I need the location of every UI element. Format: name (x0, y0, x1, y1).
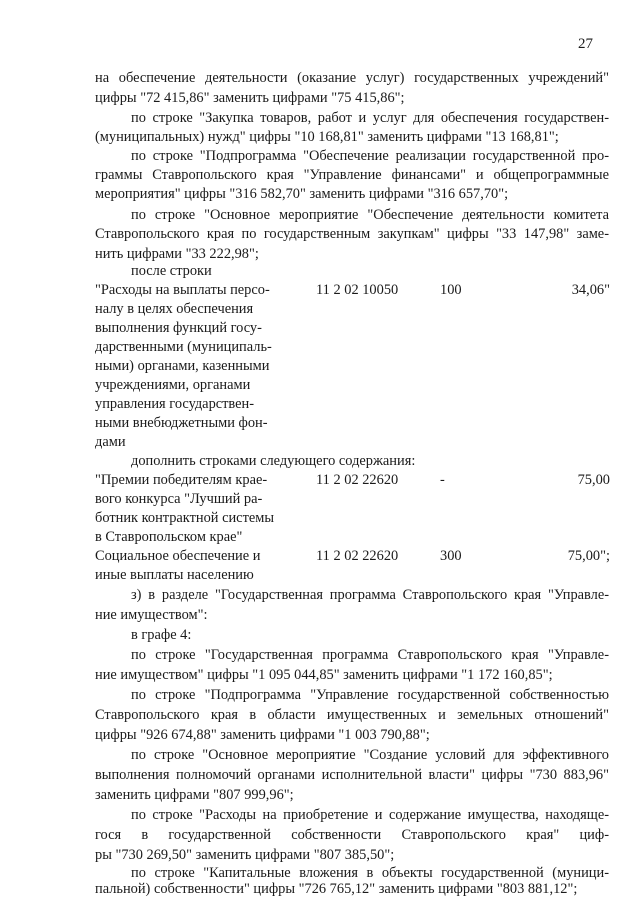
text-line: по строке "Капитальные вложения в объекты государственной (муници- (131, 865, 609, 881)
row-name-line: ными) органами, казенными (95, 358, 270, 374)
row-vr: 300 (440, 548, 462, 564)
text-line: нить цифрами "33 222,98"; (95, 246, 259, 262)
text-line: по строке "Расходы на приобретение и содержание имущества, находяще- (131, 807, 609, 823)
row-name-line: "Премии победителям крае- (95, 472, 268, 488)
row-name-line: управления государствен- (95, 396, 255, 412)
text-line: выполнения полномочий органами исполнительной власти" цифры "730 883,96" (95, 767, 609, 783)
row-sum: 75,00 (577, 472, 610, 488)
text-line: в графе 4: (131, 627, 192, 643)
text-line: после строки (131, 263, 212, 279)
text-line: по строке "Основное мероприятие "Создание условий для эффективного (131, 747, 609, 763)
row-name-line: в Ставропольском крае" (95, 529, 243, 545)
text-line: по строке "Государственная программа Ставропольского края "Управле- (131, 647, 609, 663)
text-line: ние имуществом" цифры "1 095 044,85" заменить цифрами "1 172 160,85"; (95, 667, 553, 683)
text-line: гося в государственной собственности Ставропольского края" циф- (95, 827, 609, 843)
row-sum: 34,06" (571, 282, 610, 298)
row-vr: - (440, 472, 445, 488)
text-line: по строке "Подпрограмма "Обеспечение реализации государственной про- (131, 148, 609, 164)
row-name-line: ными внебюджетными фон- (95, 415, 268, 431)
row-name-line: "Расходы на выплаты персо- (95, 282, 270, 298)
text-line: Ставропольского края по государственным закупкам" цифры "33 147,98" заме- (95, 226, 609, 242)
text-line: на обеспечение деятельности (оказание услуг) государственных учреждений" (95, 70, 609, 86)
text-line: пальной) собственности" цифры "726 765,12" заменить цифрами "803 881,12"; (95, 881, 578, 897)
row-name-line: вого конкурса "Лучший ра- (95, 491, 263, 507)
text-line: по строке "Основное мероприятие "Обеспечение деятельности комитета (131, 207, 609, 223)
row-name-line: дарственными (муниципаль- (95, 339, 272, 355)
row-name-line: иные выплаты населению (95, 567, 254, 583)
text-line: (муниципальных) нужд" цифры "10 168,81" заменить цифрами "13 168,81"; (95, 129, 559, 145)
text-line: ние имуществом": (95, 607, 208, 623)
text-line: дополнить строками следующего содержания: (131, 453, 416, 469)
row-code: 11 2 02 22620 (316, 472, 399, 488)
text-line: цифры "926 674,88" заменить цифрами "1 003 790,88"; (95, 727, 430, 743)
row-name-line: дами (95, 434, 126, 450)
text-line: граммы Ставропольского края "Управление финансами" и общепрограммные (95, 167, 609, 183)
text-line: з) в разделе "Государственная программа Ставропольского края "Управле- (131, 587, 609, 603)
row-sum: 75,00"; (567, 548, 610, 564)
row-name-line: ботник контрактной системы (95, 510, 275, 526)
text-line: мероприятия" цифры "316 582,70" заменить цифрами "316 657,70"; (95, 186, 509, 202)
row-vr: 100 (440, 282, 462, 298)
row-code: 11 2 02 10050 (316, 282, 399, 298)
row-name-line: учреждениями, органами (95, 377, 251, 393)
row-code: 11 2 02 22620 (316, 548, 399, 564)
row-name-line: Социальное обеспечение и (95, 548, 261, 564)
row-name-line: налу в целях обеспечения (95, 301, 254, 317)
text-line: Ставропольского края в области имущественных и земельных отношений" (95, 707, 609, 723)
text-line: ры "730 269,50" заменить цифрами "807 385,50"; (95, 847, 395, 863)
text-line: заменить цифрами "807 999,96"; (95, 787, 294, 803)
text-line: по строке "Закупка товаров, работ и услуг для обеспечения государствен- (131, 110, 609, 126)
text-line: по строке "Подпрограмма "Управление государственной собственностью (131, 687, 609, 703)
page-number: 27 (578, 36, 593, 52)
text-line: цифры "72 415,86" заменить цифрами "75 415,86"; (95, 90, 405, 106)
row-name-line: выполнения функций госу- (95, 320, 262, 336)
